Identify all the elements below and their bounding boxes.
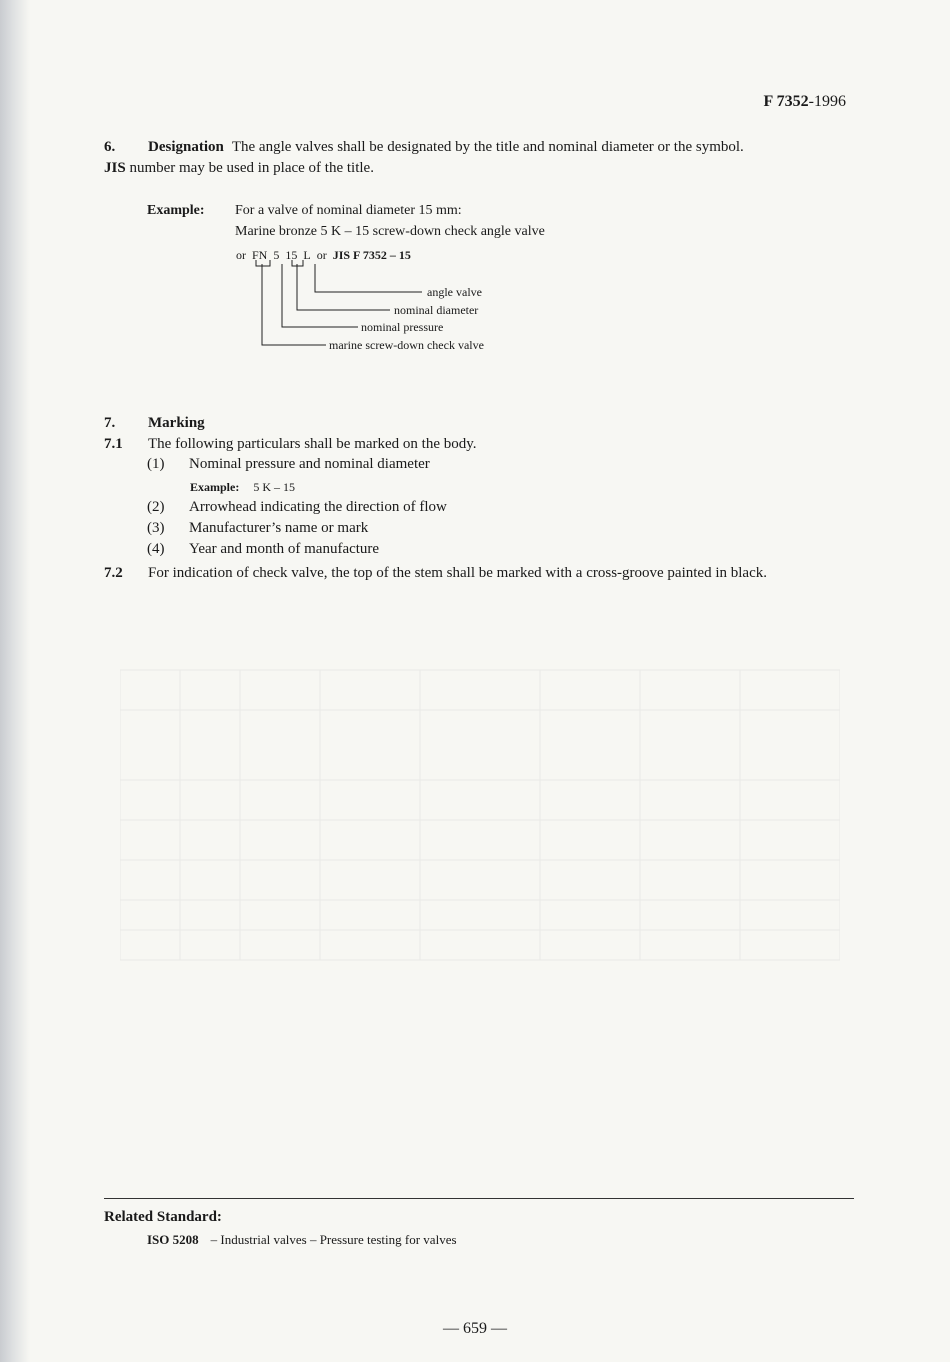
section-7-number: 7. [104, 415, 116, 431]
designation-code-row: or FN 5 15 L or JIS F 7352 – 15 [236, 248, 411, 262]
section-7-2: 7.2 For indication of check valve, the top of the stem shall be marked with a cross-groove painted in black. [104, 565, 767, 581]
code-pressure: 5 [273, 248, 280, 262]
code-diameter: 15 [285, 248, 298, 262]
section-7-title: Marking [148, 415, 205, 431]
section-6-number: 6. [104, 139, 116, 155]
example-line-1: For a valve of nominal diameter 15 mm: [235, 203, 462, 218]
callout-nominal-diameter: nominal diameter [394, 303, 479, 317]
list-item: (3) Manufacturer’s name or mark [147, 520, 369, 536]
section-6-line1 [104, 137, 854, 158]
list-item: (4) Year and month of manufacture [147, 541, 380, 557]
callout-nominal-pressure: nominal pressure [361, 320, 444, 334]
code-fn: FN [252, 248, 268, 262]
related-standard-title: Related Standard: [104, 1209, 222, 1225]
bleed-through-table [120, 600, 840, 1080]
callout-angle-valve: angle valve [427, 285, 482, 299]
footer-divider [104, 1198, 854, 1199]
example-line-2: Marine bronze 5 K – 15 screw-down check angle valve [235, 224, 545, 239]
section-7-heading [104, 413, 854, 434]
section-6-line2: JIS number may be used in place of the title. [104, 160, 374, 176]
example-label: Example: [147, 203, 205, 218]
section-7-1: 7.1 The following particulars shall be marked on the body. [104, 436, 477, 452]
code-angle: L [303, 248, 311, 262]
code-jis: JIS F 7352 – 15 [332, 248, 411, 262]
section-6-text: The angle valves shall be designated by the title and nominal diameter or the symbol. [231, 139, 744, 155]
page-number: — 659 — [443, 1320, 507, 1337]
list-item: (1) Nominal pressure and nominal diameter [147, 456, 430, 472]
list-item: (2) Arrowhead indicating the direction of flow [147, 499, 447, 515]
section-6-title: Designation [148, 139, 224, 155]
callout-marine-check-valve: marine screw-down check valve [329, 338, 484, 352]
page-spine-shadow [0, 0, 30, 1362]
item-1-example: Example: 5 K – 15 [190, 480, 296, 494]
standard-number: F 7352-1996 [763, 93, 846, 110]
related-standard-entry: ISO 5208 – Industrial valves – Pressure testing for valves [147, 1232, 457, 1247]
